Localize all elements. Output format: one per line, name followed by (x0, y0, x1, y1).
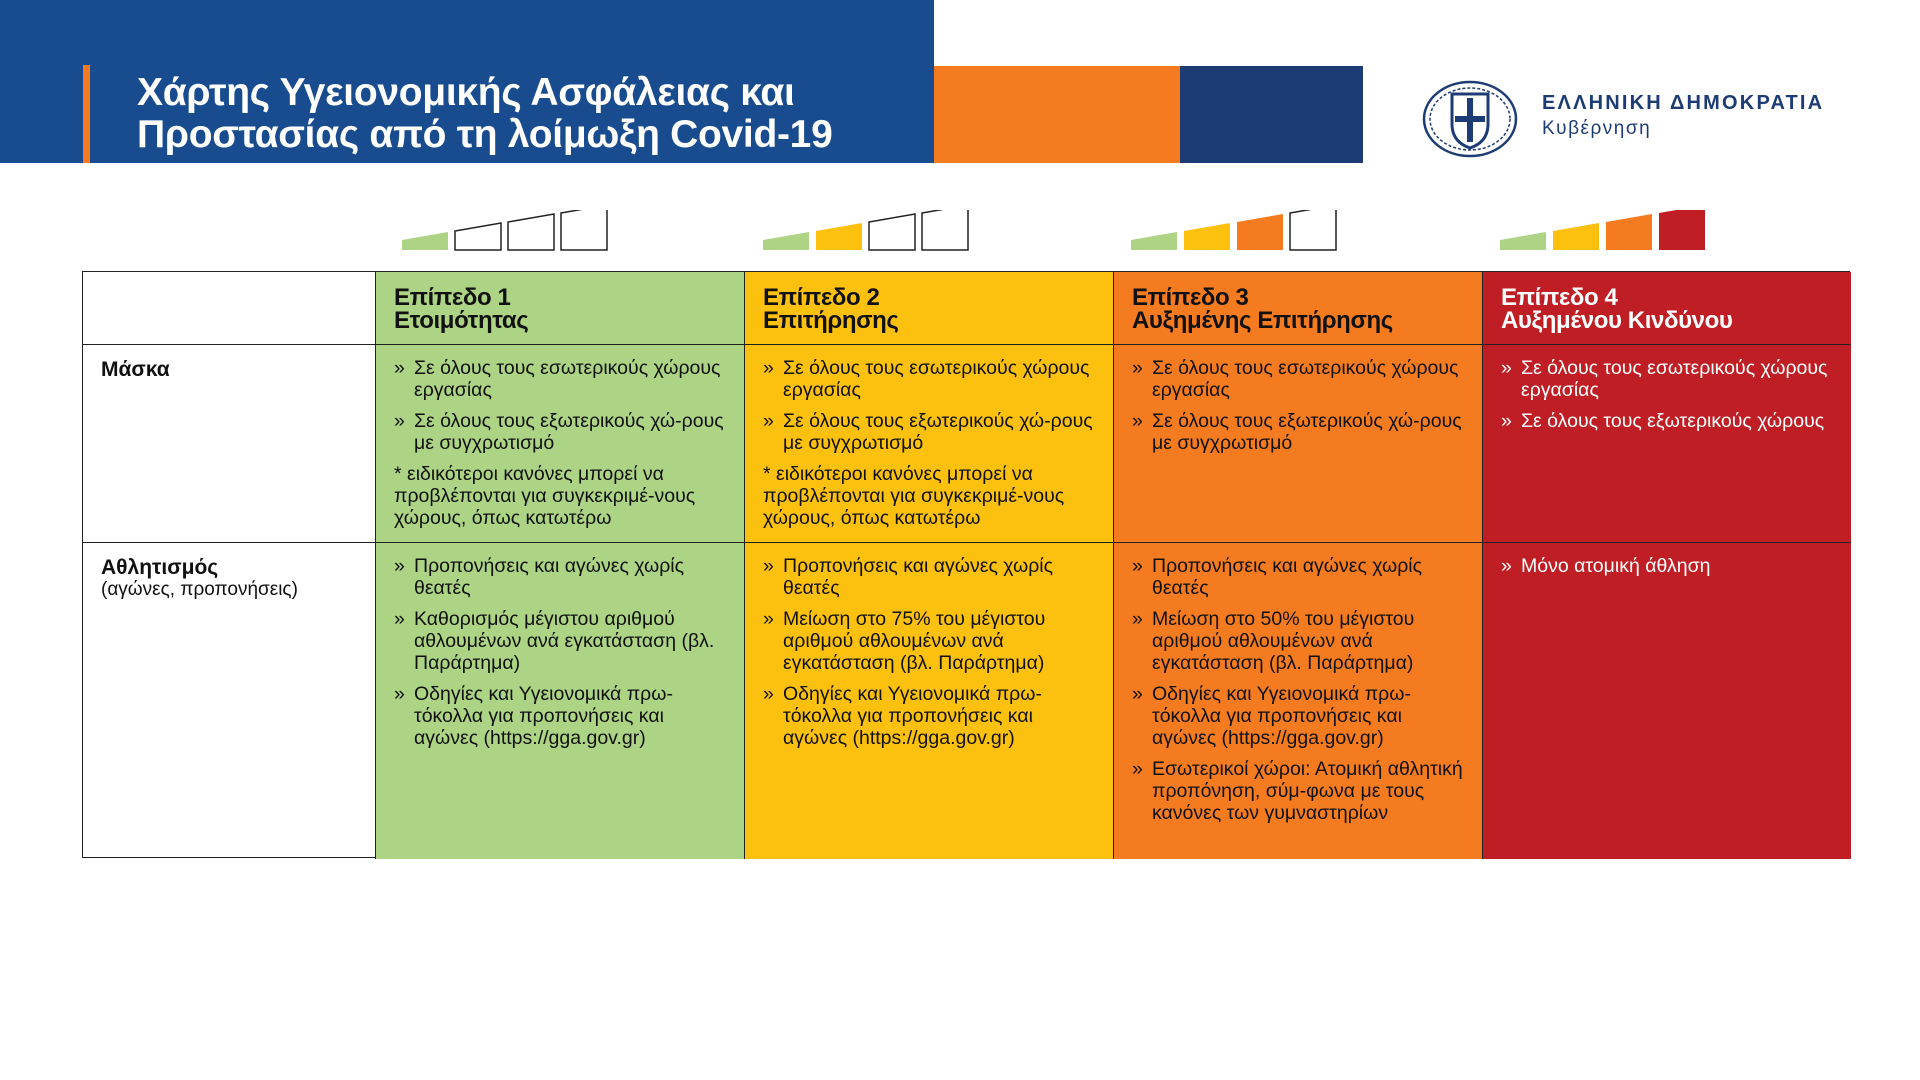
level1-header (376, 272, 745, 345)
level2-subtitle: Επιτήρησης (763, 307, 899, 334)
level4-header (1483, 272, 1851, 345)
measures-table (82, 271, 1850, 858)
sport-level4-list (1501, 555, 1835, 577)
list-item: » Σε όλους τους εσωτερικούς χώρους εργασίας (1132, 357, 1466, 401)
mask-level1-list (394, 357, 728, 454)
level-step-bar (508, 214, 554, 250)
level1-subtitle: Ετοιμότητας (394, 307, 529, 334)
level1-title: Επίπεδο 1 (394, 284, 511, 311)
level-step-bar (455, 223, 501, 250)
level-step-bar (402, 232, 448, 250)
sport-level3-cell (1114, 543, 1483, 859)
level-step-bar (1659, 210, 1705, 250)
sport-level1-list (394, 555, 728, 749)
government-subtitle: Κυβέρνηση (1542, 118, 1652, 139)
list-item: » Οδηγίες και Υγειονομικά πρω-τόκολλα για προπονήσεις και αγώνες (https://gga.gov.gr) (1132, 683, 1466, 749)
list-item: » Προπονήσεις και αγώνες χωρίς θεατές (394, 555, 728, 599)
list-item: » Οδηγίες και Υγειονομικά πρω-τόκολλα για προπονήσεις και αγώνες (https://gga.gov.gr) (763, 683, 1097, 749)
mask-level3-list (1132, 357, 1466, 454)
list-item: » Μόνο ατομική άθληση (1501, 555, 1835, 577)
header-orange-block (934, 66, 1180, 163)
sport-level2-cell (745, 543, 1114, 859)
mask-level4-cell (1483, 345, 1851, 543)
level2-title: Επίπεδο 2 (763, 284, 880, 311)
level3-subtitle: Αυξημένης Επιτήρησης (1132, 307, 1393, 334)
row-label-mask (83, 345, 376, 543)
level-step-bar (763, 232, 809, 250)
list-item: » Σε όλους τους εξωτερικούς χώ-ρους με συγχρωτισμό (763, 410, 1097, 454)
row-label-sport-text: Αθλητισμός (101, 556, 219, 579)
level4-indicator (1499, 210, 1709, 252)
list-item: » Σε όλους τους εξωτερικούς χώ-ρους με συγχρωτισμό (1132, 410, 1466, 454)
level-step-bar (1184, 223, 1230, 250)
greek-coat-of-arms-icon (1422, 80, 1518, 158)
sport-level2-list (763, 555, 1097, 749)
level-step-bar (1131, 232, 1177, 250)
row-label-sport (83, 543, 376, 859)
level-step-bar (1606, 214, 1652, 250)
level-step-bar (1500, 232, 1546, 250)
list-item: » Μείωση στο 75% του μέγιστου αριθμού αθλουμένων ανά εγκατάσταση (βλ. Παράρτημα) (763, 608, 1097, 674)
page-title-line2: Προστασίας από τη λοίμωξη Covid-19 (137, 113, 833, 156)
level-step-bar (561, 210, 607, 250)
level-step-bar (1237, 214, 1283, 250)
header-navy-block (1180, 66, 1363, 163)
level3-indicator (1130, 210, 1340, 252)
level4-title: Επίπεδο 4 (1501, 284, 1618, 311)
list-item: » Οδηγίες και Υγειονομικά πρω-τόκολλα για προπονήσεις και αγώνες (https://gga.gov.gr) (394, 683, 728, 749)
mask-level1-note: * ειδικότεροι κανόνες μπορεί να προβλέπονται για συγκεκριμέ-νους χώρους, όπως κατωτέρω (394, 463, 696, 529)
list-item: » Σε όλους τους εσωτερικούς χώρους εργασίας (394, 357, 728, 401)
page-title-line1: Χάρτης Υγειονομικής Ασφάλειας και (137, 71, 795, 114)
mask-level2-list (763, 357, 1097, 454)
list-item: » Μείωση στο 50% του μέγιστου αριθμού αθλουμένων ανά εγκατάσταση (βλ. Παράρτημα) (1132, 608, 1466, 674)
sport-level1-cell (376, 543, 745, 859)
level-step-bar (1290, 210, 1336, 250)
list-item: » Σε όλους τους εσωτερικούς χώρους εργασίας (1501, 357, 1835, 401)
level3-header (1114, 272, 1483, 345)
level4-subtitle: Αυξημένου Κινδύνου (1501, 307, 1733, 334)
level3-title: Επίπεδο 3 (1132, 284, 1249, 311)
sport-level4-cell (1483, 543, 1851, 859)
list-item: » Καθορισμός μέγιστου αριθμού αθλουμένων ανά εγκατάσταση (βλ. Παράρτημα) (394, 608, 728, 674)
mask-level3-cell (1114, 345, 1483, 543)
header-accent-bar (83, 65, 90, 163)
mask-level1-cell (376, 345, 745, 543)
row-label-mask-text: Μάσκα (101, 358, 170, 381)
table-corner-cell (83, 272, 376, 345)
mask-level2-note: * ειδικότεροι κανόνες μπορεί να προβλέπονται για συγκεκριμέ-νους χώρους, όπως κατωτέρω (763, 463, 1065, 529)
level-step-bar (1553, 223, 1599, 250)
level-step-bar (869, 214, 915, 250)
mask-level4-list (1501, 357, 1835, 432)
list-item: » Εσωτερικοί χώροι: Ατομική αθλητική προπόνηση, σύμ-φωνα με τους κανόνες των γυμναστηρίων (1132, 758, 1466, 824)
list-item: » Σε όλους τους εσωτερικούς χώρους εργασίας (763, 357, 1097, 401)
level-step-bar (922, 210, 968, 250)
level2-header (745, 272, 1114, 345)
mask-level2-cell (745, 345, 1114, 543)
sport-level3-list (1132, 555, 1466, 824)
level1-indicator (401, 210, 611, 252)
list-item: » Σε όλους τους εξωτερικούς χώ-ρους με συγχρωτισμό (394, 410, 728, 454)
list-item: » Προπονήσεις και αγώνες χωρίς θεατές (1132, 555, 1466, 599)
list-item: » Σε όλους τους εξωτερικούς χώρους (1501, 410, 1835, 432)
level-step-bar (816, 223, 862, 250)
level2-indicator (762, 210, 972, 252)
government-name: ΕΛΛΗΝΙΚΗ ΔΗΜΟΚΡΑΤΙΑ (1542, 92, 1825, 114)
row-label-sport-subtext: (αγώνες, προπονήσεις) (101, 579, 298, 600)
list-item: » Προπονήσεις και αγώνες χωρίς θεατές (763, 555, 1097, 599)
page-title (137, 72, 917, 156)
